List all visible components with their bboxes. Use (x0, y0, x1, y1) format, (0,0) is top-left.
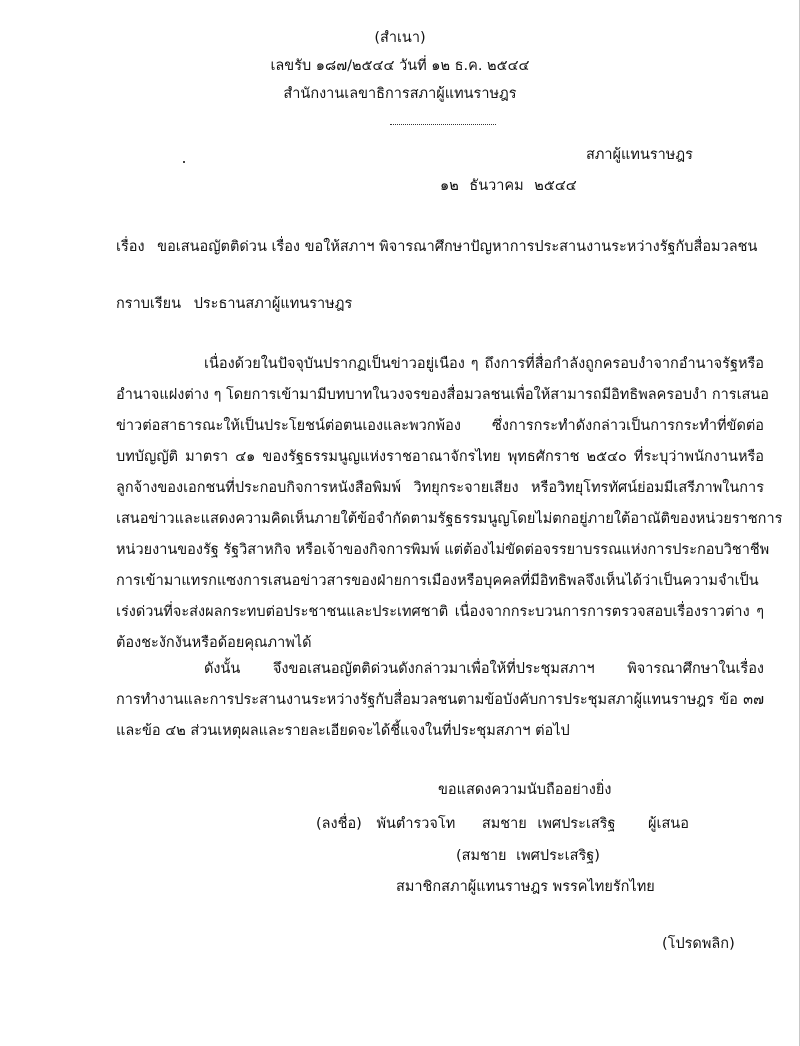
document-date: ๑๒ ธันวาคม ๒๕๔๔ (440, 178, 577, 194)
sign-label: (ลงชื่อ) (316, 816, 362, 832)
subject-line (116, 237, 757, 257)
divider (390, 124, 496, 125)
subject-label: เรื่อง (116, 239, 145, 255)
paragraph1-line-1: เนื่องด้วยในปัจจุบันปรากฏเป็นข่าวอยู่เนือง ๆ ถึงการที่สื่อกำลังถูกครอบงำจากอำนาจรัฐหรือ (204, 356, 764, 372)
turn-over-note: (โปรดพลิก) (662, 936, 735, 952)
copy-mark: (สำเนา) (374, 30, 426, 46)
paragraph2-line-3: และข้อ ๔๒ ส่วนเหตุผลและรายละเอียดจะได้ชี้แจงในที่ประชุมสภาฯ ต่อไป (116, 723, 570, 739)
closing-phrase: ขอแสดงความนับถืออย่างยิ่ง (438, 782, 612, 798)
scan-speck (183, 161, 185, 163)
signature-line (316, 814, 615, 834)
paragraph1-line-6: เสนอข่าวและแสดงความคิดเห็นภายใต้ข้อจำกัดตามรัฐธรรมนูญโดยไม่ตกอยู่ภายใต้อาณัติของหน่วยราชการ (116, 511, 783, 527)
salutation-text: ประธานสภาผู้แทนราษฎร (193, 296, 353, 312)
signer-role: ผู้เสนอ (648, 816, 689, 832)
paragraph2-line-2: การทำงานและการประสานงานระหว่างรัฐกับสื่อมวลชนตามข้อบังคับการประชุมสภาผู้แทนราษฎร ข้อ ๓๗ (116, 692, 764, 708)
receipt-number: เลขรับ ๑๘๗/๒๕๔๔ วันที่ ๑๒ ธ.ค. ๒๕๔๔ (270, 58, 530, 74)
paragraph1-line-2: อำนาจแฝงต่าง ๆ โดยการเข้ามามีบทบาทในวงจรของสื่อมวลชนเพื่อให้สามารถมีอิทธิพลครอบงำ การเสนอ (116, 387, 770, 403)
signer-position: สมาชิกสภาผู้แทนราษฎร พรรคไทยรักไทย (396, 879, 655, 895)
subject-text: ขอเสนอญัตติด่วน เรื่อง ขอให้สภาฯ พิจารณาศึกษาปัญหาการประสานงานระหว่างรัฐกับสื่อมวลชน (157, 239, 758, 255)
paragraph2-line-1: ดังนั้น จึงขอเสนอญัตติด่วนดังกล่าวมาเพื่อให้ที่ประชุมสภาฯ พิจารณาศึกษาในเรื่อง (204, 661, 764, 677)
paragraph1-line-5: ลูกจ้างของเอกชนที่ประกอบกิจการหนังสือพิมพ์ วิทยุกระจายเสียง หรือวิทยุโทรทัศน์ย่อมมีเสรีภาพในการ (116, 480, 764, 496)
office-name: สำนักงานเลขาธิการสภาผู้แทนราษฎร (283, 86, 517, 102)
salutation-label: กราบเรียน (116, 296, 182, 312)
salutation-line (116, 294, 352, 314)
place: สภาผู้แทนราษฎร (586, 147, 693, 163)
paragraph1-line-10: ต้องชะงักงันหรือด้อยคุณภาพได้ (116, 635, 312, 651)
signer-rank: พันตำรวจโท (376, 816, 456, 832)
paragraph1-line-8: การเข้ามาแทรกแซงการเสนอข่าวสารของฝ่ายการเมืองหรือบุคคลที่มีอิทธิพลจึงเห็นได้ว่าเป็นความจำเป็น (116, 573, 759, 589)
paragraph1-line-4: บทบัญญัติ มาตรา ๔๑ ของรัฐธรรมนูญแห่งราชอาณาจักรไทย พุทธศักราช ๒๕๔๐ ที่ระบุว่าพนักงานหรือ (116, 449, 764, 465)
paragraph1-line-7: หน่วยงานของรัฐ รัฐวิสาหกิจ หรือเจ้าของกิจการพิมพ์ แต่ต้องไม่ขัดต่อจรรยาบรรณแห่งการประกอบวิชาชีพ (116, 542, 770, 558)
paragraph1-line-3: ข่าวต่อสาธารณะให้เป็นประโยชน์ต่อตนเองและพวกพ้อง ซึ่งการกระทำดังกล่าวเป็นการกระทำที่ขัดต่อ (116, 418, 764, 434)
printed-name: (สมชาย เพศประเสริฐ) (456, 848, 600, 864)
signer-name: สมชาย เพศประเสริฐ (481, 816, 616, 832)
paragraph1-line-9: เร่งด่วนที่จะส่งผลกระทบต่อประชาชนและประเทศชาติ เนื่องจากกระบวนการการตรวจสอบเรื่องราวต่าง ๆ (116, 604, 764, 620)
